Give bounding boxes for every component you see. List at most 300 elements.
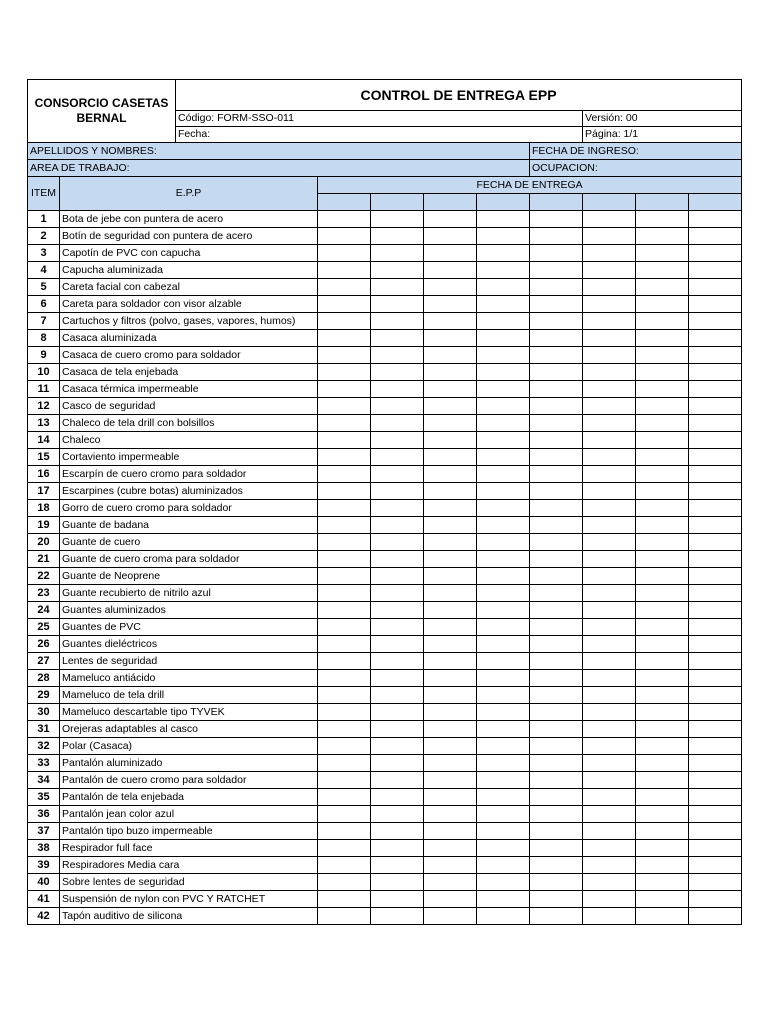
delivery-date-cell[interactable] [424, 296, 477, 313]
delivery-date-cell[interactable] [530, 874, 583, 891]
delivery-date-cell[interactable] [318, 211, 371, 228]
delivery-date-cell[interactable] [477, 670, 530, 687]
delivery-date-cell[interactable] [424, 364, 477, 381]
delivery-date-cell[interactable] [583, 211, 636, 228]
delivery-date-cell[interactable] [530, 772, 583, 789]
delivery-date-cell[interactable] [424, 534, 477, 551]
delivery-date-cell[interactable] [636, 772, 689, 789]
delivery-date-cell[interactable] [689, 313, 742, 330]
delivery-date-cell[interactable] [371, 415, 424, 432]
delivery-date-cell[interactable] [583, 738, 636, 755]
delivery-date-cell[interactable] [318, 721, 371, 738]
delivery-date-cell[interactable] [318, 347, 371, 364]
delivery-date-cell[interactable] [477, 619, 530, 636]
delivery-date-cell[interactable] [530, 891, 583, 908]
delivery-date-cell[interactable] [689, 653, 742, 670]
delivery-date-cell[interactable] [477, 330, 530, 347]
delivery-date-cell[interactable] [371, 551, 424, 568]
delivery-date-cell[interactable] [318, 313, 371, 330]
delivery-date-cell[interactable] [318, 398, 371, 415]
delivery-date-cell[interactable] [371, 279, 424, 296]
delivery-date-cell[interactable] [424, 908, 477, 925]
delivery-date-cell[interactable] [689, 704, 742, 721]
delivery-date-cell[interactable] [318, 772, 371, 789]
delivery-date-cell[interactable] [424, 840, 477, 857]
delivery-date-cell[interactable] [477, 636, 530, 653]
delivery-date-cell[interactable] [530, 228, 583, 245]
delivery-date-cell[interactable] [530, 449, 583, 466]
delivery-date-cell[interactable] [583, 840, 636, 857]
delivery-date-cell[interactable] [371, 738, 424, 755]
delivery-date-cell[interactable] [689, 551, 742, 568]
delivery-date-cell[interactable] [477, 381, 530, 398]
delivery-date-cell[interactable] [689, 602, 742, 619]
delivery-date-cell[interactable] [477, 347, 530, 364]
delivery-date-cell[interactable] [477, 228, 530, 245]
delivery-date-cell[interactable] [636, 891, 689, 908]
delivery-date-cell[interactable] [583, 245, 636, 262]
delivery-date-cell[interactable] [583, 772, 636, 789]
delivery-date-cell[interactable] [318, 279, 371, 296]
delivery-date-cell[interactable] [689, 381, 742, 398]
delivery-date-cell[interactable] [689, 840, 742, 857]
delivery-date-cell[interactable] [689, 619, 742, 636]
delivery-date-cell[interactable] [318, 381, 371, 398]
delivery-date-cell[interactable] [636, 602, 689, 619]
delivery-date-cell[interactable] [477, 772, 530, 789]
delivery-date-cell[interactable] [530, 857, 583, 874]
delivery-date-cell[interactable] [477, 653, 530, 670]
delivery-date-cell[interactable] [477, 313, 530, 330]
delivery-date-cell[interactable] [424, 772, 477, 789]
delivery-date-cell[interactable] [530, 432, 583, 449]
delivery-date-cell[interactable] [636, 551, 689, 568]
delivery-date-cell[interactable] [371, 568, 424, 585]
delivery-date-cell[interactable] [424, 789, 477, 806]
delivery-date-cell[interactable] [371, 432, 424, 449]
delivery-date-cell[interactable] [689, 857, 742, 874]
delivery-date-cell[interactable] [530, 483, 583, 500]
delivery-date-cell[interactable] [318, 364, 371, 381]
delivery-date-cell[interactable] [371, 823, 424, 840]
delivery-date-cell[interactable] [477, 211, 530, 228]
delivery-date-cell[interactable] [371, 704, 424, 721]
delivery-date-cell[interactable] [530, 279, 583, 296]
delivery-date-cell[interactable] [318, 262, 371, 279]
delivery-date-cell[interactable] [689, 738, 742, 755]
delivery-date-cell[interactable] [424, 551, 477, 568]
delivery-date-cell[interactable] [424, 483, 477, 500]
delivery-date-cell[interactable] [636, 347, 689, 364]
delivery-date-cell[interactable] [689, 823, 742, 840]
delivery-date-cell[interactable] [636, 568, 689, 585]
delivery-date-cell[interactable] [583, 330, 636, 347]
delivery-date-cell[interactable] [371, 500, 424, 517]
delivery-date-cell[interactable] [371, 908, 424, 925]
delivery-date-cell[interactable] [583, 262, 636, 279]
delivery-date-cell[interactable] [318, 432, 371, 449]
delivery-date-cell[interactable] [530, 653, 583, 670]
delivery-date-cell[interactable] [424, 687, 477, 704]
delivery-date-cell[interactable] [318, 823, 371, 840]
delivery-date-cell[interactable] [636, 823, 689, 840]
delivery-date-cell[interactable] [477, 296, 530, 313]
delivery-date-cell[interactable] [636, 789, 689, 806]
delivery-date-cell[interactable] [530, 551, 583, 568]
delivery-date-cell[interactable] [530, 415, 583, 432]
delivery-date-cell[interactable] [371, 347, 424, 364]
delivery-date-cell[interactable] [424, 381, 477, 398]
delivery-date-cell[interactable] [530, 636, 583, 653]
delivery-date-cell[interactable] [424, 262, 477, 279]
delivery-date-cell[interactable] [636, 449, 689, 466]
delivery-date-cell[interactable] [530, 296, 583, 313]
delivery-date-cell[interactable] [689, 449, 742, 466]
delivery-date-cell[interactable] [424, 517, 477, 534]
delivery-date-cell[interactable] [583, 449, 636, 466]
delivery-date-cell[interactable] [636, 313, 689, 330]
delivery-date-cell[interactable] [318, 789, 371, 806]
delivery-date-cell[interactable] [318, 755, 371, 772]
delivery-date-cell[interactable] [477, 398, 530, 415]
delivery-date-cell[interactable] [371, 840, 424, 857]
delivery-date-cell[interactable] [636, 398, 689, 415]
delivery-date-cell[interactable] [371, 585, 424, 602]
delivery-date-cell[interactable] [424, 415, 477, 432]
delivery-date-cell[interactable] [689, 568, 742, 585]
delivery-date-cell[interactable] [583, 908, 636, 925]
delivery-date-cell[interactable] [371, 619, 424, 636]
delivery-date-cell[interactable] [689, 534, 742, 551]
date-field[interactable]: Fecha: [176, 127, 583, 143]
delivery-date-cell[interactable] [371, 636, 424, 653]
delivery-date-cell[interactable] [689, 500, 742, 517]
delivery-date-cell[interactable] [318, 806, 371, 823]
delivery-date-cell[interactable] [530, 670, 583, 687]
delivery-date-cell[interactable] [530, 534, 583, 551]
delivery-date-cell[interactable] [636, 738, 689, 755]
delivery-date-cell[interactable] [636, 806, 689, 823]
delivery-date-cell[interactable] [424, 619, 477, 636]
delivery-date-cell[interactable] [636, 245, 689, 262]
delivery-date-cell[interactable] [689, 908, 742, 925]
delivery-date-cell[interactable] [530, 500, 583, 517]
delivery-date-cell[interactable] [689, 874, 742, 891]
delivery-date-cell[interactable] [689, 415, 742, 432]
delivery-date-cell[interactable] [318, 874, 371, 891]
delivery-date-cell[interactable] [636, 874, 689, 891]
delivery-date-cell[interactable] [477, 806, 530, 823]
delivery-date-cell[interactable] [371, 245, 424, 262]
delivery-date-cell[interactable] [477, 245, 530, 262]
delivery-date-cell[interactable] [530, 262, 583, 279]
delivery-date-cell[interactable] [689, 466, 742, 483]
delivery-date-cell[interactable] [318, 483, 371, 500]
delivery-date-cell[interactable] [371, 874, 424, 891]
delivery-date-cell[interactable] [530, 568, 583, 585]
delivery-date-cell[interactable] [318, 670, 371, 687]
delivery-date-cell[interactable] [318, 330, 371, 347]
delivery-date-cell[interactable] [636, 585, 689, 602]
delivery-date-cell[interactable] [424, 636, 477, 653]
delivery-date-cell[interactable] [636, 381, 689, 398]
delivery-date-cell[interactable] [318, 738, 371, 755]
delivery-date-cell[interactable] [689, 364, 742, 381]
delivery-date-cell[interactable] [318, 449, 371, 466]
delivery-date-cell[interactable] [636, 840, 689, 857]
delivery-date-cell[interactable] [583, 432, 636, 449]
delivery-date-cell[interactable] [477, 432, 530, 449]
delivery-date-cell[interactable] [371, 313, 424, 330]
delivery-date-cell[interactable] [371, 653, 424, 670]
delivery-date-cell[interactable] [636, 755, 689, 772]
delivery-date-cell[interactable] [689, 432, 742, 449]
delivery-date-cell[interactable] [371, 534, 424, 551]
delivery-date-cell[interactable] [371, 755, 424, 772]
delivery-date-cell[interactable] [371, 262, 424, 279]
delivery-date-cell[interactable] [371, 483, 424, 500]
delivery-date-cell[interactable] [583, 398, 636, 415]
delivery-date-cell[interactable] [318, 908, 371, 925]
delivery-date-cell[interactable] [318, 534, 371, 551]
delivery-date-cell[interactable] [424, 704, 477, 721]
delivery-date-cell[interactable] [636, 364, 689, 381]
work-area-field[interactable]: AREA DE TRABAJO: [28, 160, 530, 177]
delivery-date-cell[interactable] [689, 211, 742, 228]
delivery-date-cell[interactable] [318, 466, 371, 483]
delivery-date-cell[interactable] [530, 347, 583, 364]
delivery-date-cell[interactable] [530, 704, 583, 721]
delivery-date-cell[interactable] [424, 500, 477, 517]
delivery-date-cell[interactable] [530, 823, 583, 840]
delivery-date-cell[interactable] [371, 449, 424, 466]
delivery-date-cell[interactable] [689, 296, 742, 313]
delivery-date-cell[interactable] [689, 772, 742, 789]
delivery-date-cell[interactable] [477, 908, 530, 925]
delivery-date-cell[interactable] [636, 228, 689, 245]
delivery-date-cell[interactable] [477, 568, 530, 585]
delivery-date-cell[interactable] [689, 687, 742, 704]
delivery-date-cell[interactable] [583, 806, 636, 823]
delivery-date-cell[interactable] [318, 228, 371, 245]
delivery-date-cell[interactable] [371, 891, 424, 908]
delivery-date-cell[interactable] [477, 874, 530, 891]
delivery-date-cell[interactable] [477, 602, 530, 619]
delivery-date-cell[interactable] [636, 466, 689, 483]
delivery-date-cell[interactable] [477, 415, 530, 432]
delivery-date-cell[interactable] [689, 262, 742, 279]
delivery-date-cell[interactable] [424, 568, 477, 585]
delivery-date-cell[interactable] [424, 330, 477, 347]
delivery-date-cell[interactable] [424, 245, 477, 262]
delivery-date-cell[interactable] [636, 517, 689, 534]
delivery-date-cell[interactable] [424, 449, 477, 466]
delivery-date-cell[interactable] [424, 432, 477, 449]
delivery-date-cell[interactable] [689, 517, 742, 534]
delivery-date-cell[interactable] [477, 840, 530, 857]
delivery-date-cell[interactable] [371, 228, 424, 245]
delivery-date-cell[interactable] [583, 296, 636, 313]
delivery-date-cell[interactable] [583, 228, 636, 245]
delivery-date-cell[interactable] [583, 415, 636, 432]
delivery-date-cell[interactable] [424, 398, 477, 415]
delivery-date-cell[interactable] [424, 347, 477, 364]
delivery-date-cell[interactable] [583, 602, 636, 619]
delivery-date-cell[interactable] [424, 857, 477, 874]
delivery-date-cell[interactable] [530, 330, 583, 347]
delivery-date-cell[interactable] [636, 721, 689, 738]
delivery-date-cell[interactable] [424, 823, 477, 840]
delivery-date-cell[interactable] [636, 908, 689, 925]
delivery-date-cell[interactable] [583, 381, 636, 398]
delivery-date-cell[interactable] [318, 415, 371, 432]
delivery-date-cell[interactable] [636, 653, 689, 670]
delivery-date-cell[interactable] [371, 398, 424, 415]
delivery-date-cell[interactable] [318, 602, 371, 619]
delivery-date-cell[interactable] [583, 687, 636, 704]
delivery-date-cell[interactable] [477, 364, 530, 381]
delivery-date-cell[interactable] [583, 891, 636, 908]
delivery-date-cell[interactable] [636, 415, 689, 432]
delivery-date-cell[interactable] [583, 857, 636, 874]
delivery-date-cell[interactable] [424, 891, 477, 908]
delivery-date-cell[interactable] [583, 483, 636, 500]
delivery-date-cell[interactable] [424, 670, 477, 687]
delivery-date-cell[interactable] [636, 296, 689, 313]
delivery-date-cell[interactable] [583, 568, 636, 585]
delivery-date-cell[interactable] [530, 721, 583, 738]
delivery-date-cell[interactable] [477, 755, 530, 772]
delivery-date-cell[interactable] [318, 568, 371, 585]
delivery-date-cell[interactable] [371, 687, 424, 704]
delivery-date-cell[interactable] [583, 279, 636, 296]
delivery-date-cell[interactable] [318, 891, 371, 908]
delivery-date-cell[interactable] [318, 245, 371, 262]
delivery-date-cell[interactable] [530, 313, 583, 330]
delivery-date-cell[interactable] [636, 330, 689, 347]
delivery-date-cell[interactable] [318, 636, 371, 653]
delivery-date-cell[interactable] [636, 279, 689, 296]
delivery-date-cell[interactable] [583, 874, 636, 891]
delivery-date-cell[interactable] [318, 857, 371, 874]
delivery-date-cell[interactable] [583, 704, 636, 721]
entry-date-field[interactable]: FECHA DE INGRESO: [530, 143, 742, 160]
delivery-date-cell[interactable] [583, 517, 636, 534]
delivery-date-cell[interactable] [371, 517, 424, 534]
delivery-date-cell[interactable] [530, 364, 583, 381]
delivery-date-cell[interactable] [477, 449, 530, 466]
delivery-date-cell[interactable] [530, 789, 583, 806]
delivery-date-cell[interactable] [477, 517, 530, 534]
delivery-date-cell[interactable] [424, 806, 477, 823]
delivery-date-cell[interactable] [583, 619, 636, 636]
delivery-date-cell[interactable] [477, 704, 530, 721]
delivery-date-cell[interactable] [689, 245, 742, 262]
delivery-date-cell[interactable] [689, 636, 742, 653]
delivery-date-cell[interactable] [424, 755, 477, 772]
delivery-date-cell[interactable] [689, 228, 742, 245]
delivery-date-cell[interactable] [318, 296, 371, 313]
delivery-date-cell[interactable] [424, 738, 477, 755]
delivery-date-cell[interactable] [477, 262, 530, 279]
delivery-date-cell[interactable] [583, 500, 636, 517]
delivery-date-cell[interactable] [318, 551, 371, 568]
delivery-date-cell[interactable] [689, 347, 742, 364]
delivery-date-cell[interactable] [530, 755, 583, 772]
delivery-date-cell[interactable] [477, 551, 530, 568]
delivery-date-cell[interactable] [477, 721, 530, 738]
delivery-date-cell[interactable] [530, 840, 583, 857]
delivery-date-cell[interactable] [371, 364, 424, 381]
delivery-date-cell[interactable] [318, 500, 371, 517]
delivery-date-cell[interactable] [371, 806, 424, 823]
delivery-date-cell[interactable] [371, 670, 424, 687]
delivery-date-cell[interactable] [318, 704, 371, 721]
delivery-date-cell[interactable] [583, 347, 636, 364]
delivery-date-cell[interactable] [636, 619, 689, 636]
delivery-date-cell[interactable] [424, 585, 477, 602]
delivery-date-cell[interactable] [530, 585, 583, 602]
delivery-date-cell[interactable] [477, 891, 530, 908]
delivery-date-cell[interactable] [530, 619, 583, 636]
delivery-date-cell[interactable] [689, 755, 742, 772]
delivery-date-cell[interactable] [636, 483, 689, 500]
delivery-date-cell[interactable] [583, 755, 636, 772]
delivery-date-cell[interactable] [583, 653, 636, 670]
delivery-date-cell[interactable] [636, 534, 689, 551]
delivery-date-cell[interactable] [636, 211, 689, 228]
delivery-date-cell[interactable] [636, 262, 689, 279]
delivery-date-cell[interactable] [424, 653, 477, 670]
delivery-date-cell[interactable] [530, 908, 583, 925]
delivery-date-cell[interactable] [318, 687, 371, 704]
delivery-date-cell[interactable] [636, 687, 689, 704]
delivery-date-cell[interactable] [583, 364, 636, 381]
delivery-date-cell[interactable] [477, 585, 530, 602]
delivery-date-cell[interactable] [318, 585, 371, 602]
delivery-date-cell[interactable] [318, 517, 371, 534]
delivery-date-cell[interactable] [530, 806, 583, 823]
delivery-date-cell[interactable] [583, 789, 636, 806]
delivery-date-cell[interactable] [424, 466, 477, 483]
delivery-date-cell[interactable] [583, 721, 636, 738]
delivery-date-cell[interactable] [371, 789, 424, 806]
delivery-date-cell[interactable] [318, 619, 371, 636]
name-field[interactable]: APELLIDOS Y NOMBRES: [28, 143, 530, 160]
delivery-date-cell[interactable] [477, 466, 530, 483]
delivery-date-cell[interactable] [477, 500, 530, 517]
delivery-date-cell[interactable] [689, 483, 742, 500]
delivery-date-cell[interactable] [689, 891, 742, 908]
delivery-date-cell[interactable] [318, 653, 371, 670]
delivery-date-cell[interactable] [583, 585, 636, 602]
delivery-date-cell[interactable] [530, 602, 583, 619]
delivery-date-cell[interactable] [371, 330, 424, 347]
delivery-date-cell[interactable] [636, 704, 689, 721]
delivery-date-cell[interactable] [583, 670, 636, 687]
delivery-date-cell[interactable] [530, 398, 583, 415]
delivery-date-cell[interactable] [636, 857, 689, 874]
delivery-date-cell[interactable] [636, 670, 689, 687]
delivery-date-cell[interactable] [477, 534, 530, 551]
delivery-date-cell[interactable] [689, 585, 742, 602]
delivery-date-cell[interactable] [424, 874, 477, 891]
delivery-date-cell[interactable] [424, 313, 477, 330]
delivery-date-cell[interactable] [477, 823, 530, 840]
delivery-date-cell[interactable] [636, 636, 689, 653]
delivery-date-cell[interactable] [689, 721, 742, 738]
delivery-date-cell[interactable] [689, 398, 742, 415]
